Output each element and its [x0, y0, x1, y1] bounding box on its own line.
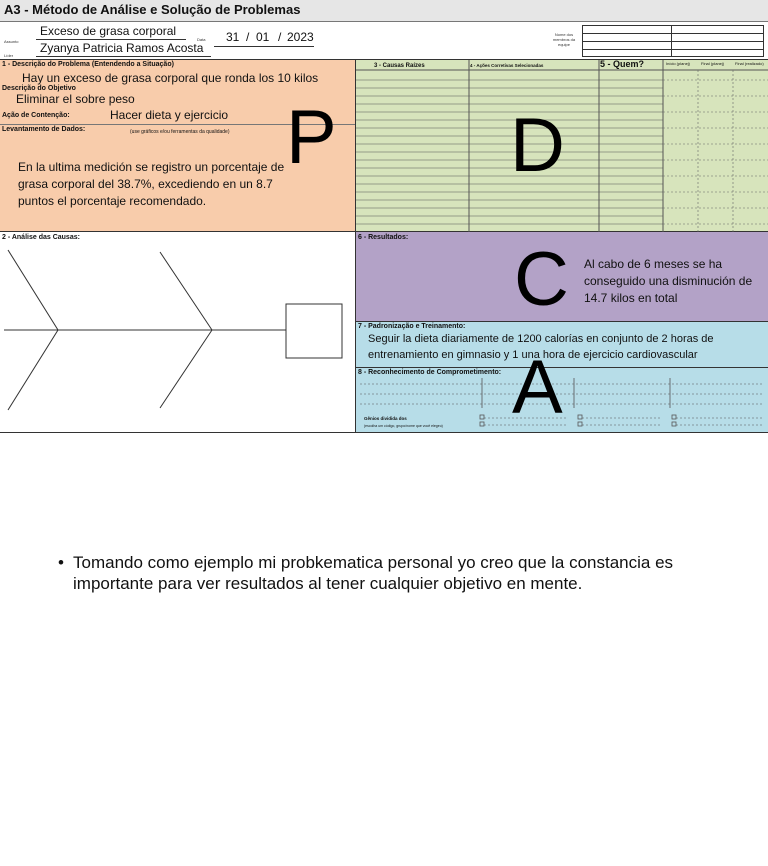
bullet-dot: •: [58, 553, 64, 572]
letter-p: P: [286, 95, 337, 180]
team-members-table: [582, 25, 764, 57]
corrective-actions-label: 4 - Ações Corretivas Selecionadas: [470, 63, 544, 68]
subject-value: Exceso de grasa corporal: [40, 24, 177, 38]
date-day: 31: [226, 30, 240, 44]
plan-section: [0, 60, 356, 232]
letter-a: A: [512, 345, 563, 430]
letter-d: D: [510, 103, 565, 188]
results-section: [356, 232, 768, 322]
containment-text: Hacer dieta y ejercicio: [110, 108, 229, 122]
footer-label: Gênios dividida dos: [364, 416, 407, 421]
cause-analysis-section: [0, 232, 356, 433]
date-month: 01: [256, 30, 270, 44]
end-planned-label: Final (planej): [701, 61, 725, 66]
objective-text: Eliminar el sobre peso: [16, 92, 135, 106]
leader-label: Líder: [4, 53, 14, 58]
cause-analysis-label: 2 - Análise das Causas:: [2, 234, 80, 241]
recognition-label: 8 - Reconhecimento de Comprometimento:: [358, 369, 502, 376]
fishbone-diagram: [0, 232, 356, 433]
start-planned-label: Início (planej): [666, 61, 691, 66]
objective-label: Descrição do Objetivo: [2, 85, 76, 92]
form-header: Assunto Exceso de grasa corporal Líder Zyanya Patricia Ramos Acosta Data 31 / 01 / 2023 Nome dos membros da equipe: [0, 22, 768, 60]
results-label: 6 - Resultados:: [358, 234, 409, 241]
subject-label: Assunto: [4, 39, 19, 44]
root-causes-label: 3 - Causas Raízes: [374, 63, 425, 69]
leader-value: Zyanya Patricia Ramos Acosta: [40, 41, 204, 55]
date-year: 2023: [287, 30, 314, 44]
data-collection-text: En la ultima medición se registro un porcentaje de grasa corporal del 38.7%, excediendo en un 8.7 puntos el porcentaje recomendado.: [18, 160, 285, 208]
standardization-text: Seguir la dieta diariamente de 1200 calorías en conjunto de 2 horas de entrenamiento en gimnasio y 1 una hora de ejercicio cardiovascular: [368, 333, 714, 361]
bullet-text: Tomando como ejemplo mi probkematica personal yo creo que la constancia es importante para ver resultados al tener cualquier objetivo en mente.: [73, 553, 674, 593]
do-section: [356, 60, 768, 232]
containment-label: Ação de Contenção:: [2, 112, 70, 119]
who-label: 5 - Quem?: [600, 59, 645, 69]
standardization-label: 7 - Padronização e Treinamento:: [358, 323, 466, 330]
data-collection-hint: (use gráficos e/ou ferramentas da qualidade): [130, 129, 230, 135]
team-label: Nome dos membros da equipe: [552, 32, 576, 47]
data-collection-label: Levantamento de Dados:: [2, 126, 86, 133]
form-title: A3 - Método de Análise e Solução de Problemas: [0, 0, 768, 22]
date-label: Data: [197, 37, 206, 42]
letter-c: C: [514, 237, 569, 322]
footer-hint: (escolha um código, grupo/nome que você elegeu): [364, 424, 443, 428]
results-text: Al cabo de 6 meses se ha conseguido una disminución de 14.7 kilos en total: [584, 257, 753, 305]
problem-description-label: 1 - Descrição do Problema (Entendendo a Situação): [2, 61, 174, 68]
end-actual-label: Final (realizado): [735, 61, 764, 66]
problem-text: Hay un exceso de grasa corporal que ronda los 10 kilos: [22, 71, 319, 85]
slide-bullet: [58, 552, 718, 594]
